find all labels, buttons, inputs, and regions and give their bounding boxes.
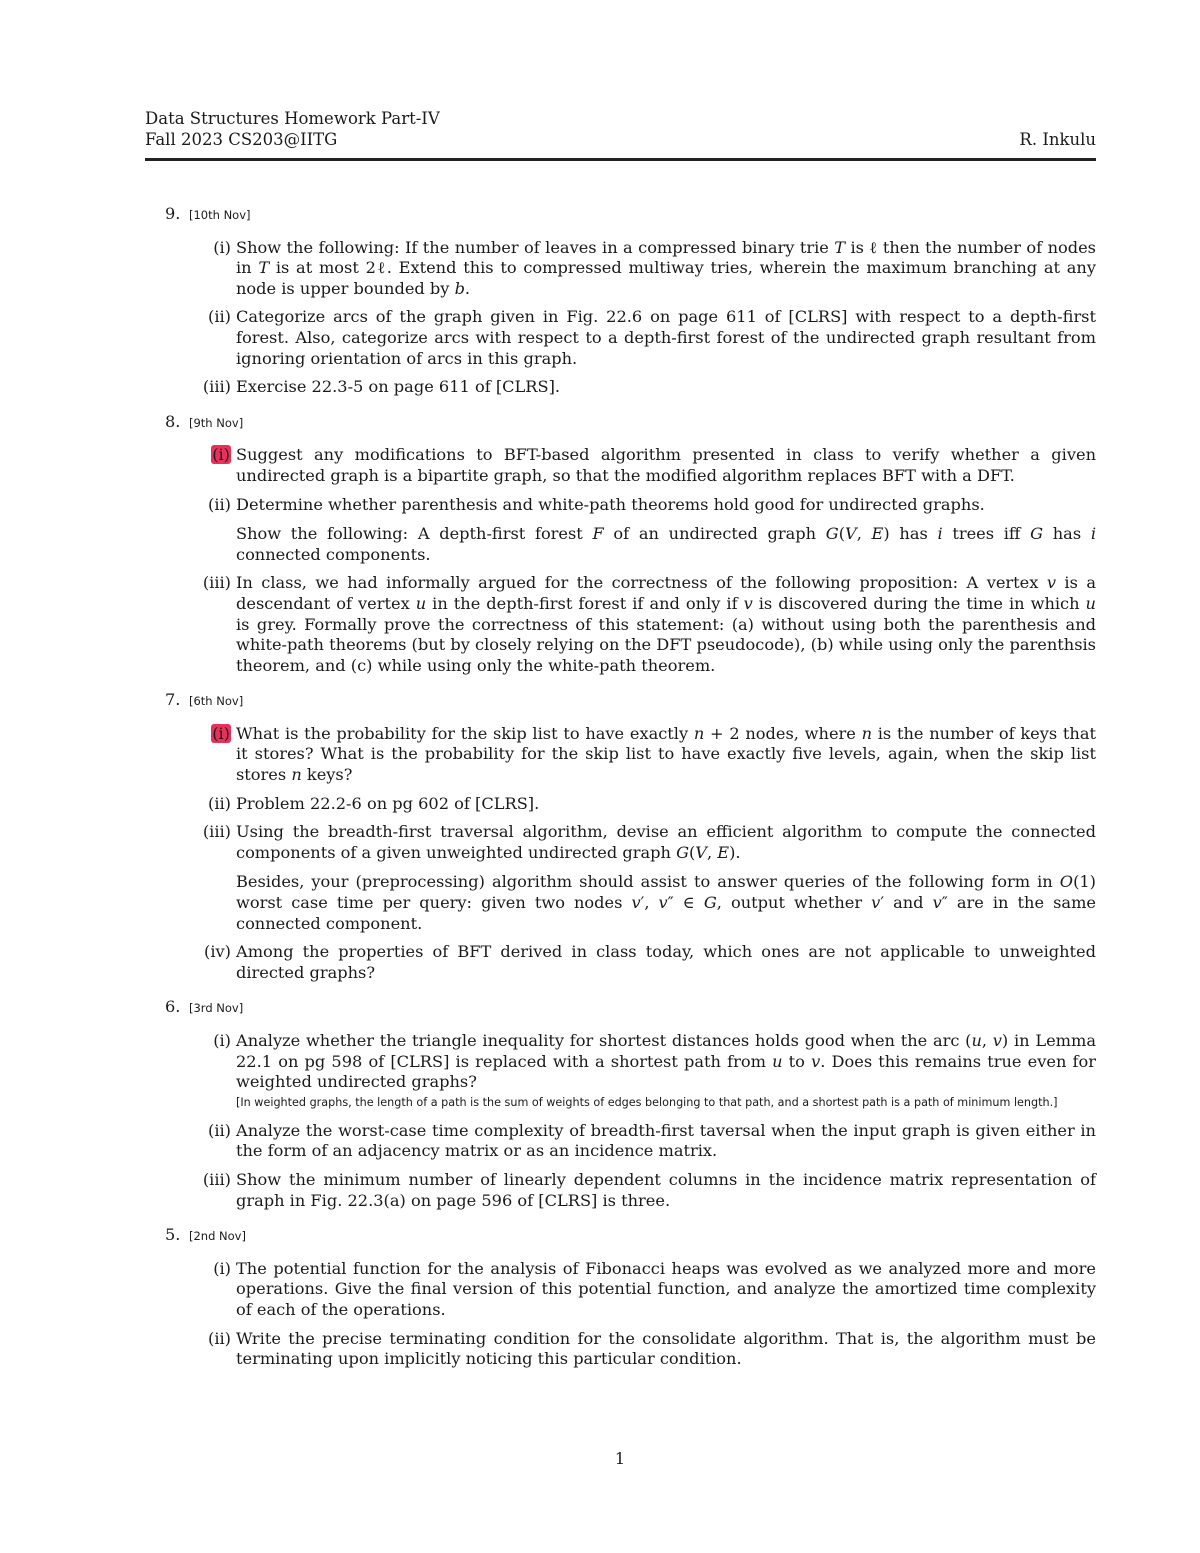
question-item: [145, 495, 1096, 566]
question-7: [145, 690, 1096, 983]
question-item: [145, 822, 1096, 934]
doc-title: Data Structures Homework Part-IV: [145, 109, 440, 128]
course-label: Fall 2023 CS203@IITG: [145, 130, 338, 149]
question-item: [145, 377, 1096, 398]
question-item: [145, 445, 1096, 486]
question-list: [145, 204, 1096, 1384]
question-item: [145, 942, 1096, 983]
item-text: What is the probability for the skip list to have exactly 𝑛 + 2 nodes, where 𝑛 is the number of keys that it stores? What is the probability for the skip list to have exactly five levels, again, when the skip list stores 𝑛 keys?: [236, 723, 1096, 785]
item-text: Analyze whether the triangle inequality for shortest distances holds good when the arc (𝑢, 𝑣) in Lemma 22.1 on pg 598 of [CLRS] is replaced with a shortest path from 𝑢 to 𝑣. Does this remains true even for weighted undirected graphs?: [236, 1031, 1096, 1092]
item-label: (ii): [208, 1328, 231, 1348]
question-date: [2nd Nov]: [189, 1229, 246, 1244]
question-item: [145, 573, 1096, 676]
item-label: (ii): [208, 1120, 231, 1140]
item-text: Using the breadth-first traversal algorithm, devise an efficient algorithm to compute the connected components of a given unweighted undirected graph 𝐺(𝑉, 𝐸).: [236, 822, 1096, 862]
item-label: (iii): [202, 573, 231, 593]
question-item: [145, 1121, 1096, 1162]
header-rule: [145, 158, 1096, 161]
question-date: [6th Nov]: [189, 694, 244, 709]
item-label: (iii): [202, 822, 231, 842]
item-label: (i): [213, 1031, 231, 1050]
item-text: In class, we had informally argued for the correctness of the following proposition: A vertex 𝑣 is a descendant of vertex 𝑢 in the depth-first forest if and only if 𝑣 is discovered during the time in which 𝑢 is grey. Formally prove the correctness of this statement: (a) without using both the parenthesis and white-path theorems (but by closely relying on the DFT pseudocode), (b) while using only the parenthsis theorem, and (c) while using only the white-path theorem.: [236, 573, 1096, 675]
item-label: [181, 724, 231, 745]
item-text: Among the properties of BFT derived in class today, which ones are not applicable to unweighted directed graphs?: [236, 942, 1096, 982]
item-label: (ii): [208, 793, 231, 813]
question-item: [145, 1329, 1096, 1370]
item-label: (iii): [202, 377, 231, 397]
page-header: [145, 108, 1096, 150]
item-label: (i): [213, 237, 231, 257]
question-number: 7.: [165, 690, 181, 710]
highlight-mark: (i): [212, 445, 230, 465]
question-item: [145, 307, 1096, 369]
question-item: [145, 238, 1096, 300]
item-note: [In weighted graphs, the length of a path is the sum of weights of edges belonging to that path, and a shortest path is a path of minimum length.]: [236, 1095, 1058, 1109]
item-text: Show the minimum number of linearly dependent columns in the incidence matrix representation of graph in Fig. 22.3(a) on page 596 of [CLRS] is three.: [236, 1169, 1096, 1210]
item-subtext: Show the following: A depth-first forest 𝐹 of an undirected graph 𝐺(𝑉, 𝐸) has 𝑖 trees iff 𝐺 has 𝑖 connected components.: [236, 524, 1096, 564]
question-item: [145, 724, 1096, 786]
item-label: [181, 445, 231, 466]
question-item: [145, 794, 1096, 815]
question-item: [145, 1170, 1096, 1211]
item-text: Analyze the worst-case time complexity of breadth-first taversal when the input graph is given either in the form of an adjacency matrix or as an incidence matrix.: [236, 1120, 1096, 1161]
item-label: (ii): [208, 494, 231, 514]
item-label: (iii): [202, 1169, 231, 1189]
question-9: [145, 204, 1096, 398]
item-text: Categorize arcs of the graph given in Fig. 22.6 on page 611 of [CLRS] with respect to a depth-first forest. Also, categorize arcs with respect to a depth-first forest of the undirected graph resultant from ignoring orientation of arcs in this graph.: [236, 307, 1096, 368]
item-label: (i): [213, 1258, 231, 1278]
item-text: Write the precise terminating condition for the consolidate algorithm. That is, the algorithm must be terminating upon implicitly noticing this particular condition.: [236, 1328, 1096, 1369]
item-text: Show the following: If the number of leaves in a compressed binary trie 𝑇 is ℓ then the number of nodes in 𝑇 is at most 2ℓ. Extend this to compressed multiway tries, wherein the maximum branching at any node is upper bounded by 𝑏.: [236, 237, 1096, 298]
item-subtext: Besides, your (preprocessing) algorithm should assist to answer queries of the following form in 𝑂(1) worst case time per query: given two nodes 𝑣′, 𝑣″ ∈ 𝐺, output whether 𝑣′ and 𝑣″ are in the same connected component.: [236, 872, 1096, 933]
question-date: [3rd Nov]: [189, 1001, 244, 1016]
question-5: [145, 1225, 1096, 1370]
question-number: 9.: [165, 204, 181, 223]
highlight-mark: (i): [212, 723, 230, 743]
question-6: [145, 997, 1096, 1211]
item-text: The potential function for the analysis of Fibonacci heaps was evolved as we analyzed more and more operations. Give the final version of this potential function, and analyze the amortized time complexity of each of the operations.: [236, 1258, 1096, 1319]
item-text: Exercise 22.3-5 on page 611 of [CLRS].: [236, 377, 561, 397]
question-8: [145, 412, 1096, 677]
question-number: 5.: [165, 1225, 181, 1245]
item-label: (iv): [204, 942, 231, 962]
question-date: [9th Nov]: [189, 415, 244, 430]
question-number: 6.: [165, 997, 181, 1017]
page-number: 1: [614, 1449, 626, 1468]
question-date: [10th Nov]: [189, 208, 251, 222]
item-text: Suggest any modifications to BFT-based algorithm presented in class to verify whether a given undirected graph is a bipartite graph, so that the modified algorithm replaces BFT with a DFT.: [236, 445, 1096, 485]
question-item: [145, 1031, 1096, 1113]
question-item: [145, 1259, 1096, 1321]
author-label: R. Inkulu: [1019, 130, 1096, 149]
item-label: (ii): [208, 307, 231, 327]
item-text: Determine whether parenthesis and white-path theorems hold good for undirected graphs.: [236, 494, 985, 514]
question-number: 8.: [165, 411, 181, 431]
item-text: Problem 22.2-6 on pg 602 of [CLRS].: [236, 793, 540, 813]
